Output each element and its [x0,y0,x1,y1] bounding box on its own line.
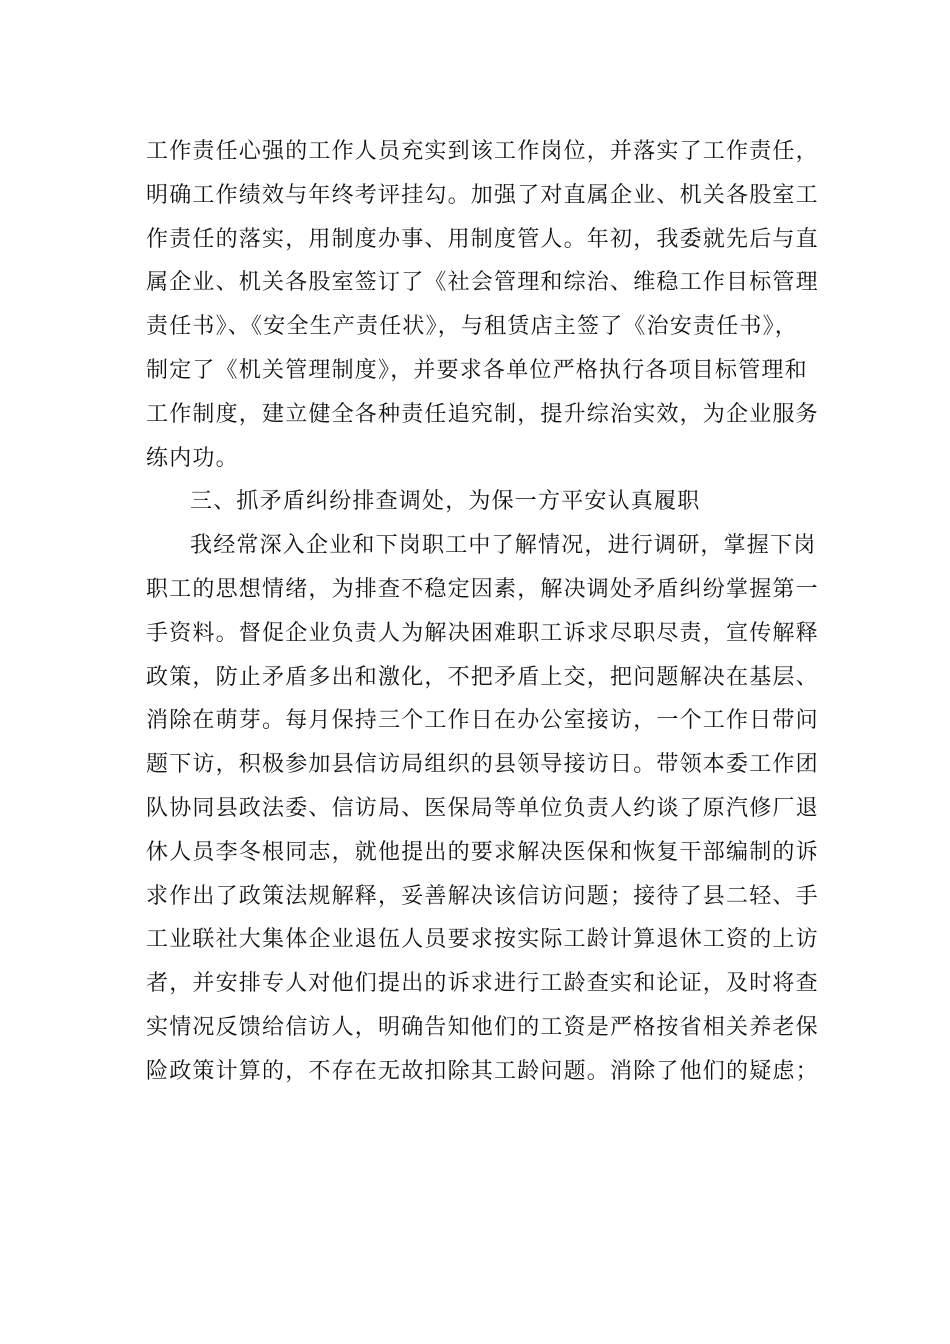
text-line: 险政策计算的，不存在无故扣除其工龄问题。消除了他们的疑虑； [146,1058,819,1084]
text-line: 属企业、机关各股室签订了《社会管理和综治、维稳工作目标管理 [146,270,819,296]
text-line: 明确工作绩效与年终考评挂勾。加强了对直属企业、机关各股室工 [146,182,819,208]
section-heading: 三、抓矛盾纠纷排查调处，为保一方平安认真履职 [190,489,701,515]
text-line: 题下访，积极参加县信访局组织的县领导接访日。带领本委工作团 [146,752,819,778]
text-line: 练内功。 [146,445,239,471]
text-line: 责任书》、《安全生产责任状》，与租赁店主签了《治安责任书》， [146,314,799,340]
text-line: 者，并安排专人对他们提出的诉求进行工龄查实和论证，及时将查 [146,971,819,997]
text-line: 队协同县政法委、信访局、医保局等单位负责人约谈了原汽修厂退 [146,795,819,821]
text-line: 工作责任心强的工作人员充实到该工作岗位，并落实了工作责任， [146,139,819,164]
text-line: 休人员李冬根同志，就他提出的要求解决医保和恢复干部编制的诉 [146,839,819,865]
text-line: 手资料。督促企业负责人为解决困难职工诉求尽职尽责，宣传解释 [146,620,819,646]
paragraph-first-line: 我经常深入企业和下岗职工中了解情况，进行调研，掌握下岗 [190,533,817,559]
text-line: 工作制度，建立健全各种责任追究制，提升综治实效，为企业服务 [146,401,819,427]
text-line: 工业联社大集体企业退伍人员要求按实际工龄计算退休工资的上访 [146,927,819,953]
text-line: 求作出了政策法规解释，妥善解决该信访问题；接待了县二轻、手 [146,883,819,909]
text-line: 制定了《机关管理制度》，并要求各单位严格执行各项目标管理和 [146,357,808,383]
text-line: 实情况反馈给信访人，明确告知他们的工资是严格按省相关养老保 [146,1014,819,1040]
document-body [146,130,819,1094]
text-line: 职工的思想情绪，为排查不稳定因素，解决调处矛盾纠纷掌握第一 [146,576,819,602]
text-line: 作责任的落实，用制度办事、用制度管人。年初，我委就先后与直 [146,226,819,252]
text-line: 消除在萌芽。每月保持三个工作日在办公室接访，一个工作日带问 [146,708,819,734]
text-line: 政策，防止矛盾多出和激化，不把矛盾上交，把问题解决在基层、 [146,664,819,690]
